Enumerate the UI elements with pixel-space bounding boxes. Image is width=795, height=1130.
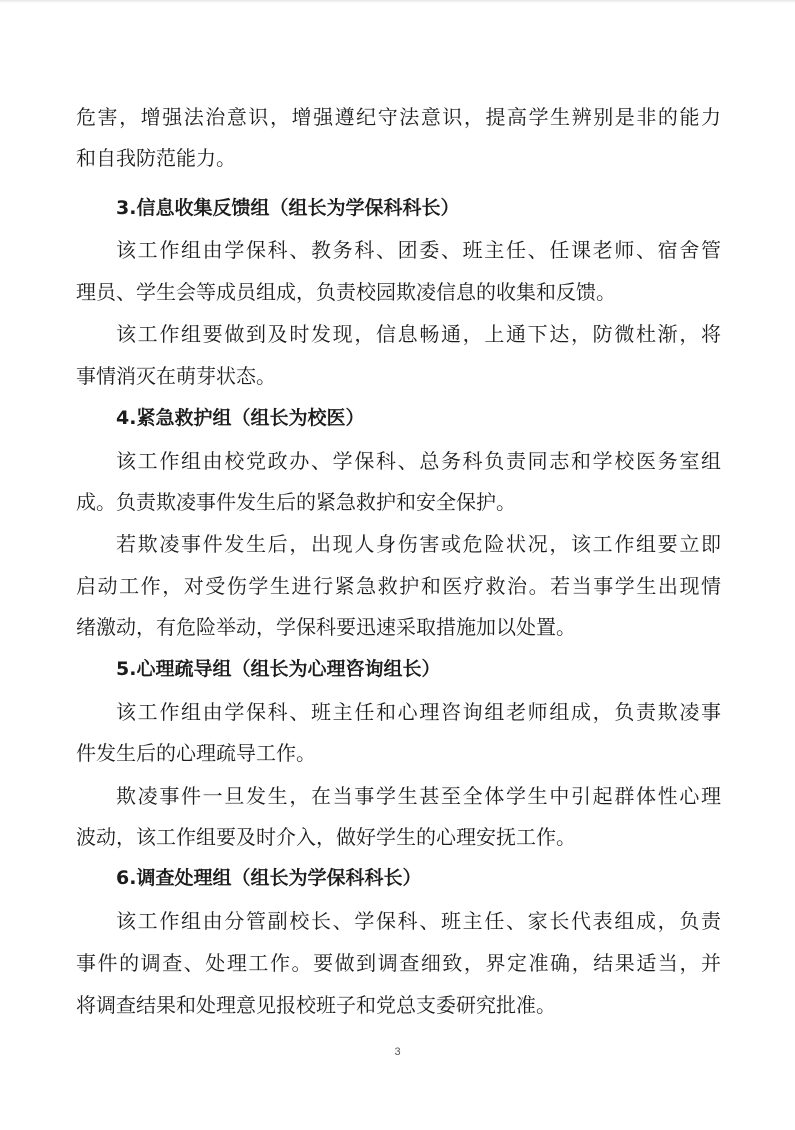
body-line: 将调查结果和处理意见报校班子和党总支委研究批准。 (76, 993, 556, 1017)
body-line: 件发生后的心理疏导工作。 (76, 741, 316, 765)
body-line: 理员、学生会等成员组成，负责校园欺凌信息的收集和反馈。 (76, 280, 616, 304)
body-line: 危害，增强法治意识，增强遵纪守法意识，提高学生辨别是非的能力 (76, 105, 721, 129)
body-line: 该工作组要做到及时发现，信息畅通，上通下达，防微杜渐，将 (116, 322, 721, 346)
body-line: 该工作组由校党政办、学保科、总务科负责同志和学校医务室组 (116, 449, 721, 473)
body-line: 若欺凌事件发生后，出现人身伤害或危险状况，该工作组要立即 (116, 532, 721, 556)
body-line: 该工作组由分管副校长、学保科、班主任、家长代表组成，负责 (116, 909, 721, 933)
body-line: 启动工作，对受伤学生进行紧急救护和医疗救治。若当事学生出现情 (76, 574, 721, 598)
body-line: 该工作组由学保科、班主任和心理咨询组老师组成，负责欺凌事 (116, 700, 721, 724)
section-heading: 3.信息收集反馈组（组长为学保科科长） (116, 197, 460, 219)
scan-edge (0, 0, 795, 3)
body-line: 欺凌事件一旦发生，在当事学生甚至全体学生中引起群体性心理 (116, 784, 721, 808)
body-line: 事情消灭在萌芽状态。 (76, 364, 276, 388)
section-heading: 5.心理疏导组（组长为心理咨询组长） (116, 658, 441, 680)
body-line: 波动，该工作组要及时介入，做好学生的心理安抚工作。 (76, 825, 576, 849)
section-heading: 6.调查处理组（组长为学保科科长） (116, 867, 422, 889)
section-heading: 4.紧急救护组（组长为校医） (116, 407, 365, 429)
body-line: 该工作组由学保科、教务科、团委、班主任、任课老师、宿舍管 (116, 238, 721, 262)
body-line: 和自我防范能力。 (76, 146, 236, 170)
body-line: 事件的调查、处理工作。要做到调查细致，界定准确，结果适当，并 (76, 951, 721, 975)
body-line: 绪激动，有危险举动，学保科要迅速采取措施加以处置。 (76, 615, 576, 639)
body-line: 成。负责欺凌事件发生后的紧急救护和安全保护。 (76, 490, 516, 514)
page-number: 3 (394, 1046, 401, 1058)
